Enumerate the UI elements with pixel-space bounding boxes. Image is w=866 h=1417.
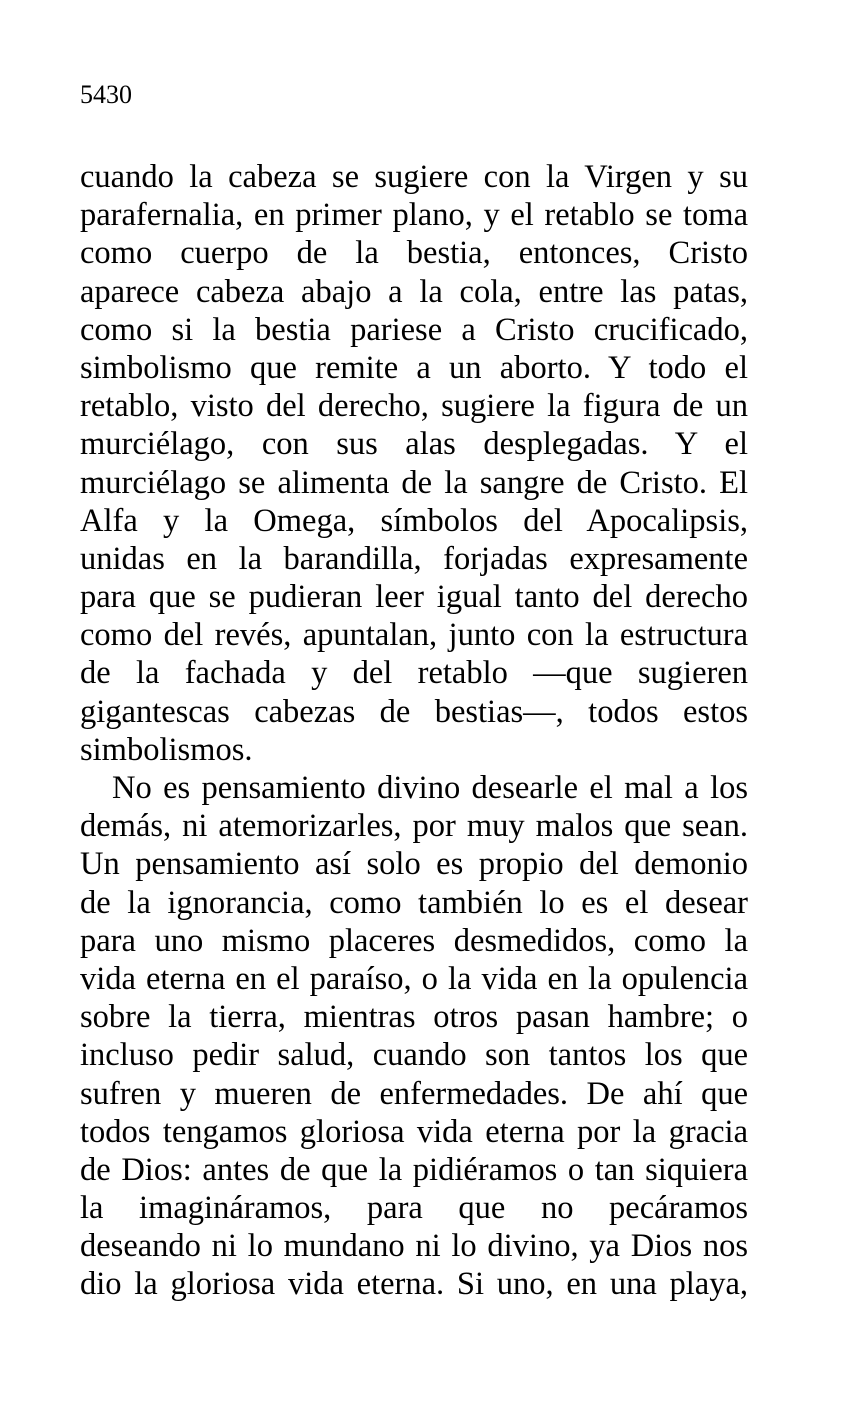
text-line: para que se pudieran leer igual tanto del derecho — [80, 579, 748, 616]
text-line: simbolismo que remite a un aborto. Y todo el — [80, 349, 748, 386]
text-line: murciélago, con sus alas desplegadas. Y el — [80, 426, 748, 463]
text-line: como si la bestia pariese a Cristo crucificado, — [80, 311, 748, 348]
text-line: de Dios: antes de que la pidiéramos o tan siquiera — [80, 1151, 748, 1188]
paragraph-1 — [80, 158, 748, 769]
text-line: retablo, visto del derecho, sugiere la figura de un — [80, 388, 748, 425]
paragraph-2 — [80, 769, 748, 1304]
text-line: incluso pedir salud, cuando son tantos los que — [80, 1037, 748, 1074]
text-line: como del revés, apuntalan, junto con la estructura — [80, 617, 748, 654]
text-line: parafernalia, en primer plano, y el retablo se toma — [80, 197, 748, 234]
text-line: vida eterna en el paraíso, o la vida en la opulencia — [80, 960, 748, 997]
text-line: como cuerpo de la bestia, entonces, Cristo — [80, 235, 748, 272]
text-line: sobre la tierra, mientras otros pasan hambre; o — [80, 999, 748, 1036]
text-line: Alfa y la Omega, símbolos del Apocalipsis, — [80, 502, 748, 539]
text-line: sufren y mueren de enfermedades. De ahí que — [80, 1075, 748, 1112]
text-line: cuando la cabeza se sugiere con la Virgen y su — [80, 159, 748, 195]
text-line: Un pensamiento así solo es propio del demonio — [80, 846, 748, 883]
text-line: de la ignorancia, como también lo es el desear — [80, 884, 748, 921]
text-line: de la fachada y del retablo —que sugieren — [80, 655, 748, 692]
text-line: No es pensamiento divino desearle el mal a los — [112, 770, 748, 806]
text-line: simbolismos. — [80, 731, 253, 768]
text-line: deseando ni lo mundano ni lo divino, ya Dios nos — [80, 1228, 748, 1265]
body-text — [80, 158, 748, 1304]
text-line: dio la gloriosa vida eterna. Si uno, en una playa, — [80, 1266, 748, 1303]
text-line: demás, ni atemorizarles, por muy malos que sean. — [80, 808, 748, 845]
text-line: murciélago se alimenta de la sangre de Cristo. El — [80, 464, 748, 501]
text-line: aparece cabeza abajo a la cola, entre las patas, — [80, 273, 748, 310]
text-line: gigantescas cabezas de bestias—, todos estos — [80, 693, 748, 730]
text-line: todos tengamos gloriosa vida eterna por la gracia — [80, 1113, 748, 1150]
text-line: para uno mismo placeres desmedidos, como la — [80, 922, 748, 959]
page-number: 5430 — [80, 80, 132, 109]
text-line: unidas en la barandilla, forjadas expresamente — [80, 540, 748, 577]
text-line: la imagináramos, para que no pecáramos — [80, 1190, 748, 1227]
